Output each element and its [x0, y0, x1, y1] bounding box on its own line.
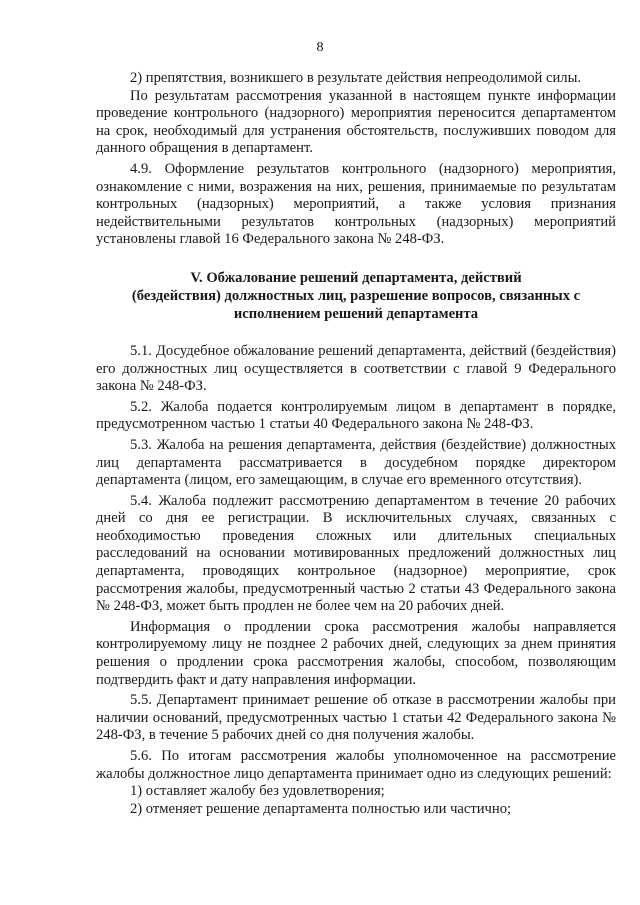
list-item-decision-2: 2) отменяет решение департамента полностью или частично; — [130, 800, 512, 817]
paragraph-5-5: 5.5. Департамент принимает решение об отказе в рассмотрении жалобы при наличии оснований, предусмотренных частью 1 статьи 42 Федерального закона № 248-ФЗ, в течение 5 рабочих дней со дня получения жалобы. — [96, 692, 616, 744]
list-item-decision-1: 1) оставляет жалобу без удовлетворения; — [130, 783, 385, 800]
section-heading-line-3: исполнением решений департамента — [233, 305, 479, 322]
section-heading — [96, 269, 616, 323]
paragraph-extension-info: Информация о продлении срока рассмотрения жалобы направляется контролируемому лицу не позднее 2 рабочих дней, следующих за днем принятия решения о продлении срока рассмотрения жалобы, способом, позволяющим подтвердить факт и дату направления информации. — [96, 618, 616, 688]
paragraph-force-majeure: 2) препятствия, возникшего в результате действия непреодолимой силы. — [130, 70, 582, 86]
section-heading-line-1: V. Обжалование решений департамента, действий — [190, 269, 522, 286]
document-body — [96, 70, 616, 818]
paragraph-5-6: 5.6. По итогам рассмотрения жалобы уполномоченное на рассмотрение жалобы должностное лицо департамента принимает одно из следующих решений: — [96, 748, 616, 782]
paragraph-5-1: 5.1. Досудебное обжалование решений департамента, действий (бездействия) его должностных лиц осуществляется в соответствии с главой 9 Федерального закона № 248-ФЗ. — [96, 342, 616, 395]
paragraph-5-4: 5.4. Жалоба подлежит рассмотрению департаментом в течение 20 рабочих дней со дня ее регистрации. В исключительных случаях, связанных с необходимостью проведения сложных или длительных специальных расследований на основании мотивированных предложений должностных лиц департамента, проводящих контрольное (надзорное) мероприятие, срок рассмотрения жалобы, предусмотренный частью 2 статьи 43 Федерального закона № 248-ФЗ, может быть продлен не более чем на 20 рабочих дней. — [96, 492, 616, 615]
paragraph-5-2: 5.2. Жалоба подается контролируемым лицом в департамент в порядке, предусмотренном частью 1 статьи 40 Федерального закона № 248-ФЗ. — [96, 398, 616, 433]
paragraph-5-3: 5.3. Жалоба на решения департамента, действия (бездействие) должностных лиц департамента рассматривается в досудебном порядке директором департамента (лицом, его замещающим, в случае его временного отсутствия). — [96, 436, 616, 489]
section-heading-line-2: (бездействия) должностных лиц, разрешение вопросов, связанных с — [131, 287, 581, 304]
paragraph-4-9: 4.9. Оформление результатов контрольного (надзорного) мероприятия, ознакомление с ними, возражения на них, решения, принимаемые по результатам контрольных (надзорных) мероприятий, а также условия признания недействительными результатов контрольных (надзорных) мероприятий установлены главой 16 Федерального закона № 248-ФЗ. — [96, 160, 616, 248]
paragraph-postponement: По результатам рассмотрения указанной в настоящем пункте информации проведение контрольного (надзорного) мероприятия переносится департаментом на срок, необходимый для устранения обстоятельств, послуживших поводом для данного обращения в департамент. — [96, 87, 616, 157]
page-number: 8 — [316, 40, 324, 55]
